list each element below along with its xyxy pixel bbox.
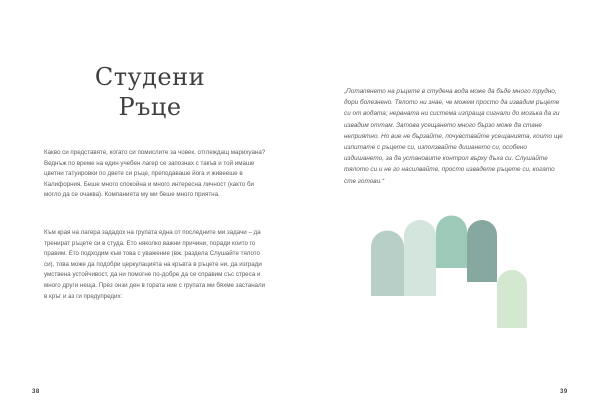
pull-quote: „Потапянето на ръцете в студена вода може да бъде много трудно, дори болезнено. Тялото ни знае, че можем просто да извадим ръцете си от водата; нервната ни система изпраща сигнали до мозъка да ги извадим оттам. Затова усещането много бързо може да стане неприятно. Но вие не бързайте, почувствайте усещанията, които ще изпитате с ръцете си, използвайте дишането си, особено издишането, за да установите контрол върху дъха си. Слушайте тялото си и не го насилвайте, просто извадете ръцете си, когато сте готови.“ bbox=[344, 88, 563, 185]
arch-1 bbox=[371, 231, 404, 297]
arch-5 bbox=[497, 270, 527, 328]
body-paragraph-1: Какво си представяте, когато си помислите за човек, отглеждащ марихуана? Веднъж по време на един учебен лагер се запознах с такъв и той имаше цветни татуировки по двете си ръце, преподаваше йога и живееше в Калифорния. Беше много спокойна и много интересна личност (както би могло да се очаква). Компанията му ми беше много приятна. bbox=[44, 149, 266, 199]
page-number-left: 38 bbox=[32, 389, 40, 395]
body-paragraph-2: Към края на лагера зададох на групата една от последните ми задачи – да тренират ръцете си в студа. Ето няколко важни причини, поради които го правим. Ето подходим към това с уважение (вж. раздела Слушайте тялото си), това може да подобри церкулацията на кръвта в ръцете ни, да изгради умствена устойчивост, да ни помогне по-добре да се справим със стреса и много други неща. През онзи ден в гората ние с групата ми бяхме застанали в кръг и аз ги предупредих: bbox=[44, 229, 266, 300]
chapter-title-line1: Студени bbox=[94, 63, 206, 91]
page-number-right: 39 bbox=[560, 389, 568, 395]
chapter-title-line2: Ръце bbox=[118, 93, 182, 121]
arch-2 bbox=[404, 220, 436, 296]
arch-3 bbox=[436, 215, 467, 268]
arch-4 bbox=[467, 220, 497, 282]
